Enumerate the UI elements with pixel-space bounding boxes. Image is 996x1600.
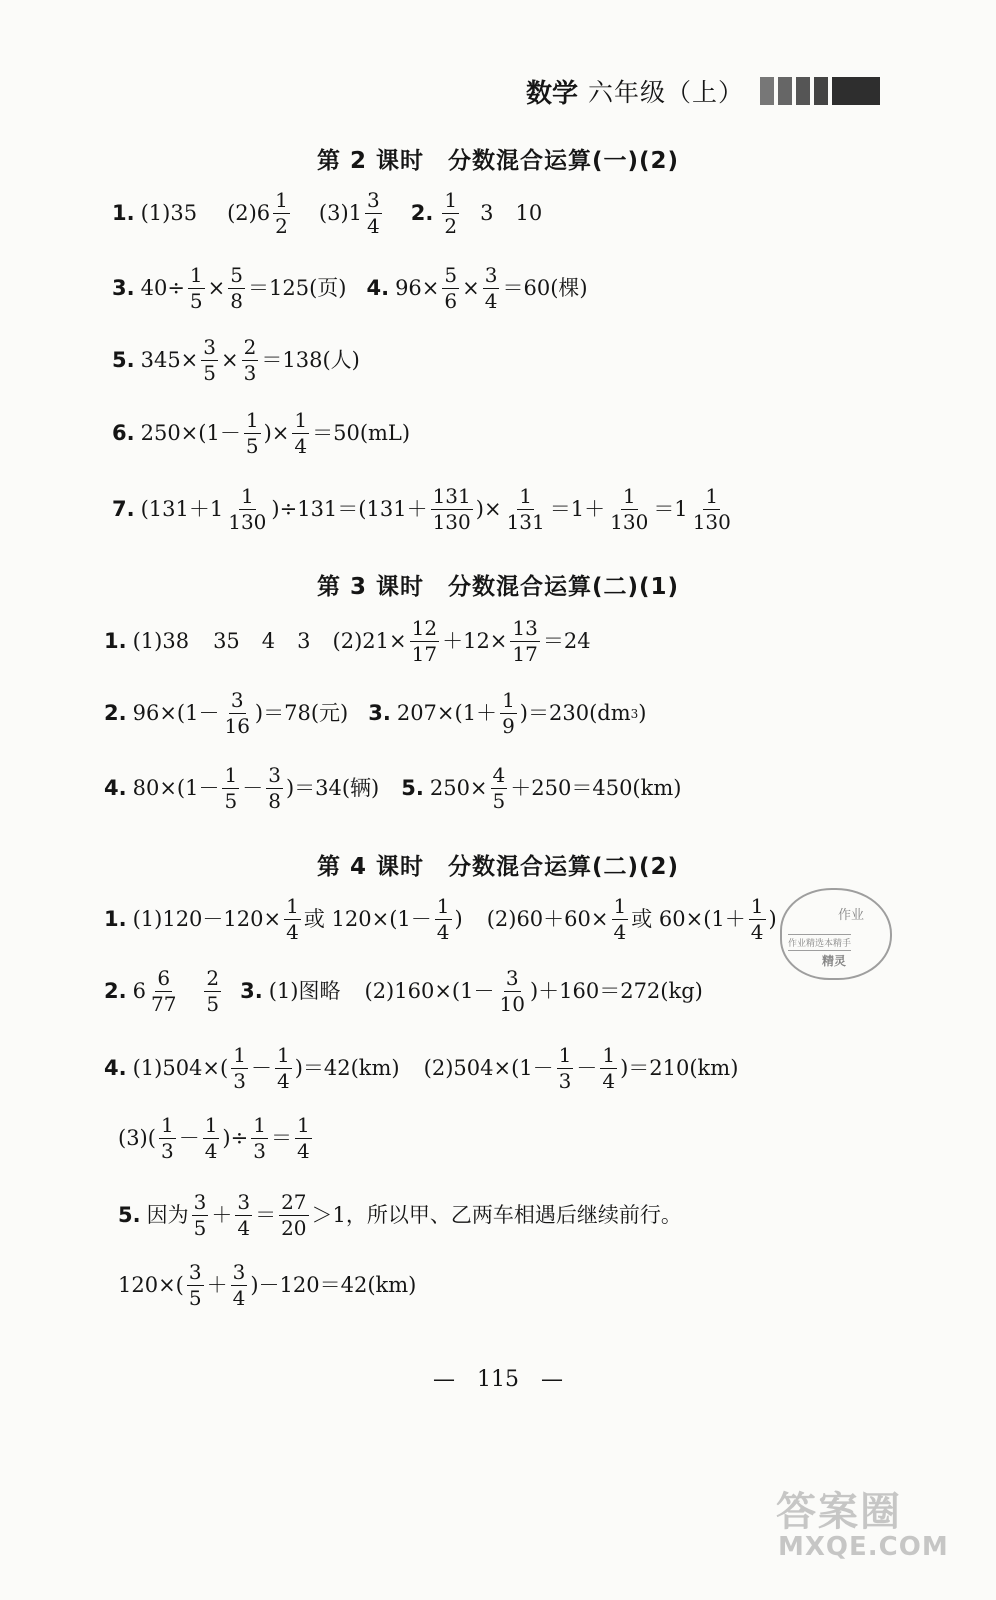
fraction: [231, 1045, 248, 1092]
math-text: (3)1: [318, 201, 363, 225]
math-text: ×: [207, 276, 226, 300]
math-text: 250×: [429, 776, 488, 800]
numerator: 1: [444, 188, 458, 212]
denominator: 16: [224, 714, 250, 738]
math-text: )＝78(元): [254, 701, 349, 725]
denominator: 5: [245, 434, 259, 458]
stamp-logo: 作业 作业精选本精手 精灵: [780, 888, 892, 980]
fraction: [491, 765, 508, 812]
fraction: [228, 265, 245, 312]
math-text: )＝230(dm: [519, 701, 631, 725]
math-text: (1)图略: [268, 979, 341, 1003]
denominator: 4: [204, 1139, 218, 1163]
denominator: 3: [558, 1069, 572, 1093]
math-text: )×: [263, 421, 290, 445]
section-title-lesson-4: 第 4 课时 分数混合运算(二)(2): [316, 854, 680, 880]
denominator: 4: [367, 214, 380, 238]
answer-line: [104, 968, 703, 1015]
math-text: ×: [462, 276, 480, 300]
numerator: 3: [505, 966, 519, 990]
numerator: 3: [203, 335, 217, 359]
answer-line: [118, 1115, 315, 1162]
math-text: 96×(1－: [132, 701, 220, 725]
numerator: 3: [484, 263, 498, 287]
denominator: 131: [506, 510, 545, 534]
denominator: 130: [228, 510, 267, 534]
math-text: ): [768, 907, 777, 931]
denominator: 10: [499, 992, 525, 1016]
numerator: 3: [232, 1260, 246, 1284]
math-text: －: [178, 1126, 200, 1150]
fraction: [149, 968, 178, 1015]
question-number: 3.: [368, 701, 391, 725]
fraction: [295, 1115, 312, 1162]
denominator: 4: [237, 1216, 251, 1240]
page-number: — 115 —: [433, 1367, 563, 1392]
fraction: [292, 410, 309, 457]
math-text: －: [250, 1056, 272, 1080]
math-text: ＝60(棵): [502, 276, 588, 300]
fraction: [691, 486, 733, 533]
denominator: 5: [492, 789, 506, 813]
numerator: 5: [230, 263, 243, 287]
fraction: [159, 1115, 176, 1162]
math-text: 120×(: [118, 1273, 184, 1297]
numerator: 1: [622, 484, 636, 508]
fraction: [365, 190, 382, 237]
question-number: 5.: [118, 1203, 141, 1227]
fraction: [273, 190, 290, 237]
fraction: [608, 486, 650, 533]
denominator: 5: [206, 992, 220, 1016]
math-text: ＝: [255, 1203, 277, 1227]
math-text: －: [576, 1056, 598, 1080]
math-text: ＝: [270, 1126, 292, 1150]
math-text: ＝50(mL): [312, 421, 411, 445]
superscript: 3: [630, 706, 639, 721]
math-text: )÷: [222, 1126, 249, 1150]
denominator: 3: [243, 361, 257, 385]
watermark-logo: 答案圈 MXQE.COM: [776, 1489, 949, 1562]
denominator: 2: [444, 214, 458, 238]
denominator: 8: [268, 789, 281, 813]
math-text: ＝1: [653, 497, 688, 521]
numerator: 3: [188, 1260, 202, 1284]
math-text: ×: [221, 348, 239, 372]
section-title-lesson-2: 第 2 课时 分数混合运算(一)(2): [316, 148, 680, 174]
denominator: 4: [294, 434, 308, 458]
fraction: [242, 337, 259, 384]
numerator: 1: [294, 408, 308, 432]
denominator: 5: [203, 361, 217, 385]
fraction: [275, 1045, 292, 1092]
math-text: (3)(: [118, 1126, 156, 1150]
math-text: ): [454, 907, 463, 931]
grade-label: 六年级（上）: [587, 78, 744, 107]
denominator: 3: [253, 1139, 266, 1163]
fraction: [483, 265, 500, 312]
denominator: 17: [512, 642, 538, 666]
fraction: [435, 896, 452, 943]
question-number: 6.: [112, 421, 135, 445]
math-text: 345×: [140, 348, 199, 372]
fraction: [222, 690, 251, 737]
fraction: [244, 410, 261, 457]
denominator: 4: [436, 920, 450, 944]
numerator: 1: [558, 1043, 572, 1067]
math-text: (1)504×(: [132, 1056, 229, 1080]
numerator: 3: [367, 188, 380, 212]
math-text: )＝34(辆): [285, 776, 380, 800]
subject-title: 数学: [525, 78, 578, 109]
numerator: 1: [233, 1043, 246, 1067]
question-number: 2.: [410, 201, 434, 225]
denominator: 130: [692, 510, 731, 534]
question-number: 4.: [104, 1056, 127, 1080]
math-text: ＝1＋: [549, 497, 606, 521]
fraction: [203, 1115, 220, 1162]
math-text: 或 60×(1＋: [631, 907, 746, 931]
math-text: 207×(1＋: [396, 701, 498, 725]
numerator: 1: [436, 894, 450, 918]
math-text: 4: [261, 629, 276, 653]
section-title-lesson-3: 第 3 课时 分数混合运算(二)(1): [316, 574, 680, 600]
denominator: 9: [502, 714, 515, 738]
numerator: 1: [275, 188, 288, 212]
math-text: 3: [297, 629, 311, 653]
denominator: 130: [610, 510, 649, 534]
numerator: 13: [512, 616, 538, 640]
question-number: 4.: [104, 776, 127, 800]
math-text: 或 120×(1－: [303, 907, 432, 931]
denominator: 5: [188, 1286, 202, 1310]
numerator: 1: [286, 894, 299, 918]
fraction: [410, 618, 439, 665]
fraction: [204, 968, 221, 1015]
math-text: 因为: [146, 1203, 189, 1227]
numerator: 131: [432, 484, 471, 508]
math-text: )＋160＝272(kg): [529, 979, 703, 1003]
math-text: ＝125(页): [248, 276, 347, 300]
fraction: [497, 968, 526, 1015]
denominator: 3: [233, 1069, 246, 1093]
denominator: 4: [296, 1139, 310, 1163]
question-number: 5.: [401, 776, 424, 800]
fraction: [284, 896, 301, 943]
math-text: )－120＝42(km): [250, 1273, 417, 1297]
denominator: 4: [613, 920, 627, 944]
fraction: [231, 1262, 248, 1309]
denominator: 3: [160, 1139, 174, 1163]
fraction: [279, 1192, 308, 1239]
numerator: 3: [230, 688, 244, 712]
math-text: ＝24: [542, 629, 591, 653]
denominator: 20: [281, 1216, 307, 1240]
math-text: ): [638, 701, 647, 725]
fraction: [600, 1045, 617, 1092]
numerator: 3: [268, 763, 281, 787]
answer-line: [112, 337, 360, 384]
numerator: 1: [613, 894, 627, 918]
math-text: 96×: [395, 276, 440, 300]
question-number: 1.: [104, 907, 127, 931]
math-text: )＝210(km): [620, 1056, 739, 1080]
answer-line: [112, 410, 410, 457]
denominator: 6: [444, 289, 458, 313]
numerator: 1: [253, 1113, 266, 1137]
math-text: (2)6: [227, 201, 271, 225]
math-text: 6: [132, 979, 146, 1003]
question-number: 1.: [112, 201, 135, 225]
numerator: 1: [502, 688, 515, 712]
numerator: 5: [444, 263, 458, 287]
answer-line: [118, 1262, 416, 1309]
question-number: 4.: [366, 276, 390, 300]
question-number: 5.: [112, 348, 135, 372]
denominator: 4: [750, 920, 764, 944]
question-number: 2.: [104, 701, 127, 725]
fraction: [500, 690, 517, 737]
answer-line: [104, 1045, 738, 1092]
question-number: 3.: [112, 276, 135, 300]
math-text: 250×(1－: [140, 421, 241, 445]
math-text: 40÷: [140, 276, 185, 300]
numerator: 3: [237, 1190, 251, 1214]
denominator: 5: [189, 289, 203, 313]
denominator: 4: [232, 1286, 246, 1310]
denominator: 5: [193, 1216, 207, 1240]
fraction: [251, 1115, 268, 1162]
math-text: (1)120－120×: [132, 907, 282, 931]
numerator: 12: [411, 616, 438, 640]
answer-line: [112, 190, 542, 237]
math-text: (1)38: [132, 629, 190, 653]
numerator: 1: [705, 484, 719, 508]
fraction: [266, 765, 283, 812]
numerator: 2: [206, 966, 220, 990]
math-text: (2)160×(1－: [364, 979, 495, 1003]
numerator: 1: [224, 763, 238, 787]
answer-line: [104, 896, 777, 943]
math-text: －: [242, 776, 264, 800]
answer-line: [112, 486, 736, 533]
denominator: 4: [602, 1069, 616, 1093]
header-decoration-bars: [760, 77, 880, 105]
fraction: [749, 896, 766, 943]
denominator: 17: [411, 642, 438, 666]
fraction: [235, 1192, 252, 1239]
fraction: [226, 486, 268, 533]
numerator: 1: [296, 1113, 310, 1137]
math-text: (2)60＋60×: [486, 907, 609, 931]
numerator: 1: [240, 484, 254, 508]
math-text: ＝138(人): [261, 348, 360, 372]
fraction: [510, 618, 539, 665]
answer-line: [112, 265, 588, 312]
numerator: 6: [157, 966, 171, 990]
numerator: 1: [276, 1043, 290, 1067]
numerator: 1: [602, 1043, 616, 1067]
math-text: ＋: [206, 1273, 228, 1297]
fraction: [442, 190, 459, 237]
math-text: ＋250＝450(km): [510, 776, 682, 800]
fraction: [188, 265, 205, 312]
math-text: )×: [475, 497, 502, 521]
denominator: 4: [286, 920, 299, 944]
fraction: [431, 486, 473, 533]
math-text: (2)504×(1－: [423, 1056, 554, 1080]
question-number: 7.: [112, 497, 135, 521]
numerator: 2: [243, 335, 257, 359]
math-text: 3: [480, 201, 494, 225]
numerator: 1: [189, 263, 203, 287]
math-text: ＋: [211, 1203, 233, 1227]
question-number: 3.: [240, 979, 263, 1003]
numerator: 1: [245, 408, 259, 432]
question-number: 1.: [104, 629, 127, 653]
math-text: 35: [213, 629, 240, 653]
math-text: )÷131＝(131＋: [271, 497, 428, 521]
math-text: (2)21×: [332, 629, 407, 653]
math-text: ＞1，所以甲、乙两车相遇后继续前行。: [311, 1203, 682, 1227]
question-number: 2.: [104, 979, 127, 1003]
answer-line: [118, 1192, 682, 1239]
numerator: 1: [750, 894, 764, 918]
denominator: 4: [276, 1069, 290, 1093]
denominator: 2: [275, 214, 288, 238]
denominator: 8: [230, 289, 243, 313]
answer-line: [104, 690, 646, 737]
math-text: 10: [515, 201, 543, 225]
numerator: 1: [160, 1113, 174, 1137]
math-text: ＋12×: [442, 629, 508, 653]
fraction: [192, 1192, 209, 1239]
numerator: 1: [204, 1113, 218, 1137]
page-header: [526, 70, 880, 112]
denominator: 4: [484, 289, 498, 313]
answer-line: [104, 765, 681, 812]
denominator: 77: [150, 992, 177, 1016]
numerator: 4: [492, 763, 506, 787]
numerator: 1: [519, 484, 533, 508]
math-text: 80×(1－: [132, 776, 220, 800]
fraction: [187, 1262, 204, 1309]
math-text: (1)35: [140, 201, 198, 225]
math-text: )＝42(km): [294, 1056, 400, 1080]
fraction: [557, 1045, 574, 1092]
fraction: [505, 486, 547, 533]
denominator: 130: [432, 510, 471, 534]
fraction: [222, 765, 239, 812]
fraction: [442, 265, 459, 312]
fraction: [201, 337, 218, 384]
fraction: [612, 896, 629, 943]
numerator: 3: [193, 1190, 207, 1214]
answer-line: [104, 618, 591, 665]
math-text: (131＋1: [140, 497, 224, 521]
numerator: 27: [281, 1190, 307, 1214]
denominator: 5: [224, 789, 238, 813]
